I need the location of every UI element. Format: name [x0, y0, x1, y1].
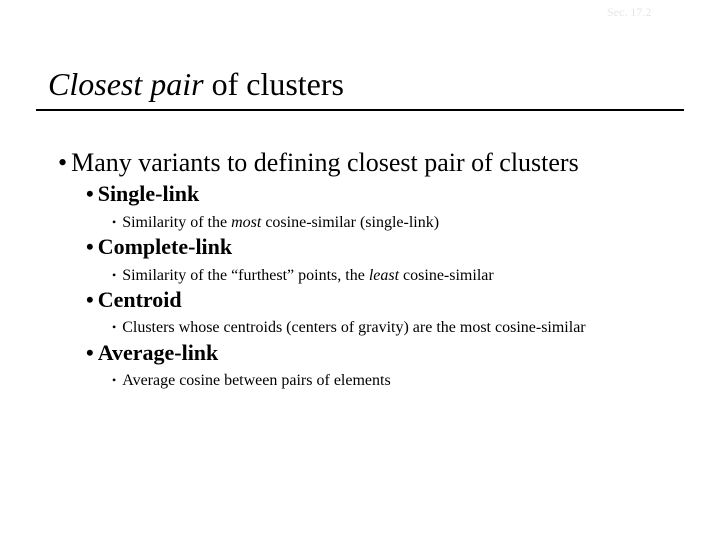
- bullet-marker: •: [112, 268, 117, 282]
- average-link-heading-text: Average-link: [97, 340, 219, 365]
- slide-title-rest: of clusters: [203, 66, 344, 102]
- complete-link-detail: [112, 265, 494, 286]
- single-link-heading: [86, 181, 199, 207]
- complete-link-heading-text: Complete-link: [97, 234, 233, 259]
- slide-title: [48, 66, 344, 102]
- average-link-detail-text: Average cosine between pairs of elements: [122, 372, 391, 389]
- single-link-detail-after: cosine-similar (single-link): [261, 214, 440, 231]
- bullet-marker: •: [86, 234, 94, 259]
- section-reference: Sec. 17.2: [607, 5, 652, 19]
- complete-link-detail-before: Similarity of the “furthest” points, the: [122, 267, 369, 284]
- bullet-marker: •: [86, 287, 94, 312]
- complete-link-detail-emphasis: least: [368, 267, 400, 284]
- single-link-detail-emphasis: most: [231, 214, 262, 231]
- average-link-detail: [112, 370, 391, 391]
- single-link-detail: [112, 212, 439, 233]
- single-link-heading-text: Single-link: [97, 181, 200, 206]
- average-link-heading: [86, 340, 218, 366]
- centroid-heading-text: Centroid: [97, 287, 182, 312]
- title-divider: [36, 109, 684, 111]
- centroid-detail: [112, 317, 586, 338]
- main-bullet-text: Many variants to defining closest pair of clusters: [71, 148, 579, 177]
- bullet-marker: •: [112, 215, 117, 229]
- complete-link-detail-after: cosine-similar: [399, 267, 494, 284]
- bullet-marker: •: [112, 320, 117, 334]
- centroid-detail-text: Clusters whose centroids (centers of gravity) are the most cosine-similar: [122, 319, 586, 336]
- main-bullet: [58, 148, 579, 178]
- slide-title-italic: Closest pair: [48, 66, 204, 102]
- centroid-heading: [86, 287, 182, 313]
- bullet-marker: •: [86, 181, 94, 206]
- bullet-marker: •: [112, 373, 117, 387]
- bullet-marker: •: [58, 148, 68, 177]
- single-link-detail-before: Similarity of the: [122, 214, 232, 231]
- bullet-marker: •: [86, 340, 94, 365]
- complete-link-heading: [86, 234, 232, 260]
